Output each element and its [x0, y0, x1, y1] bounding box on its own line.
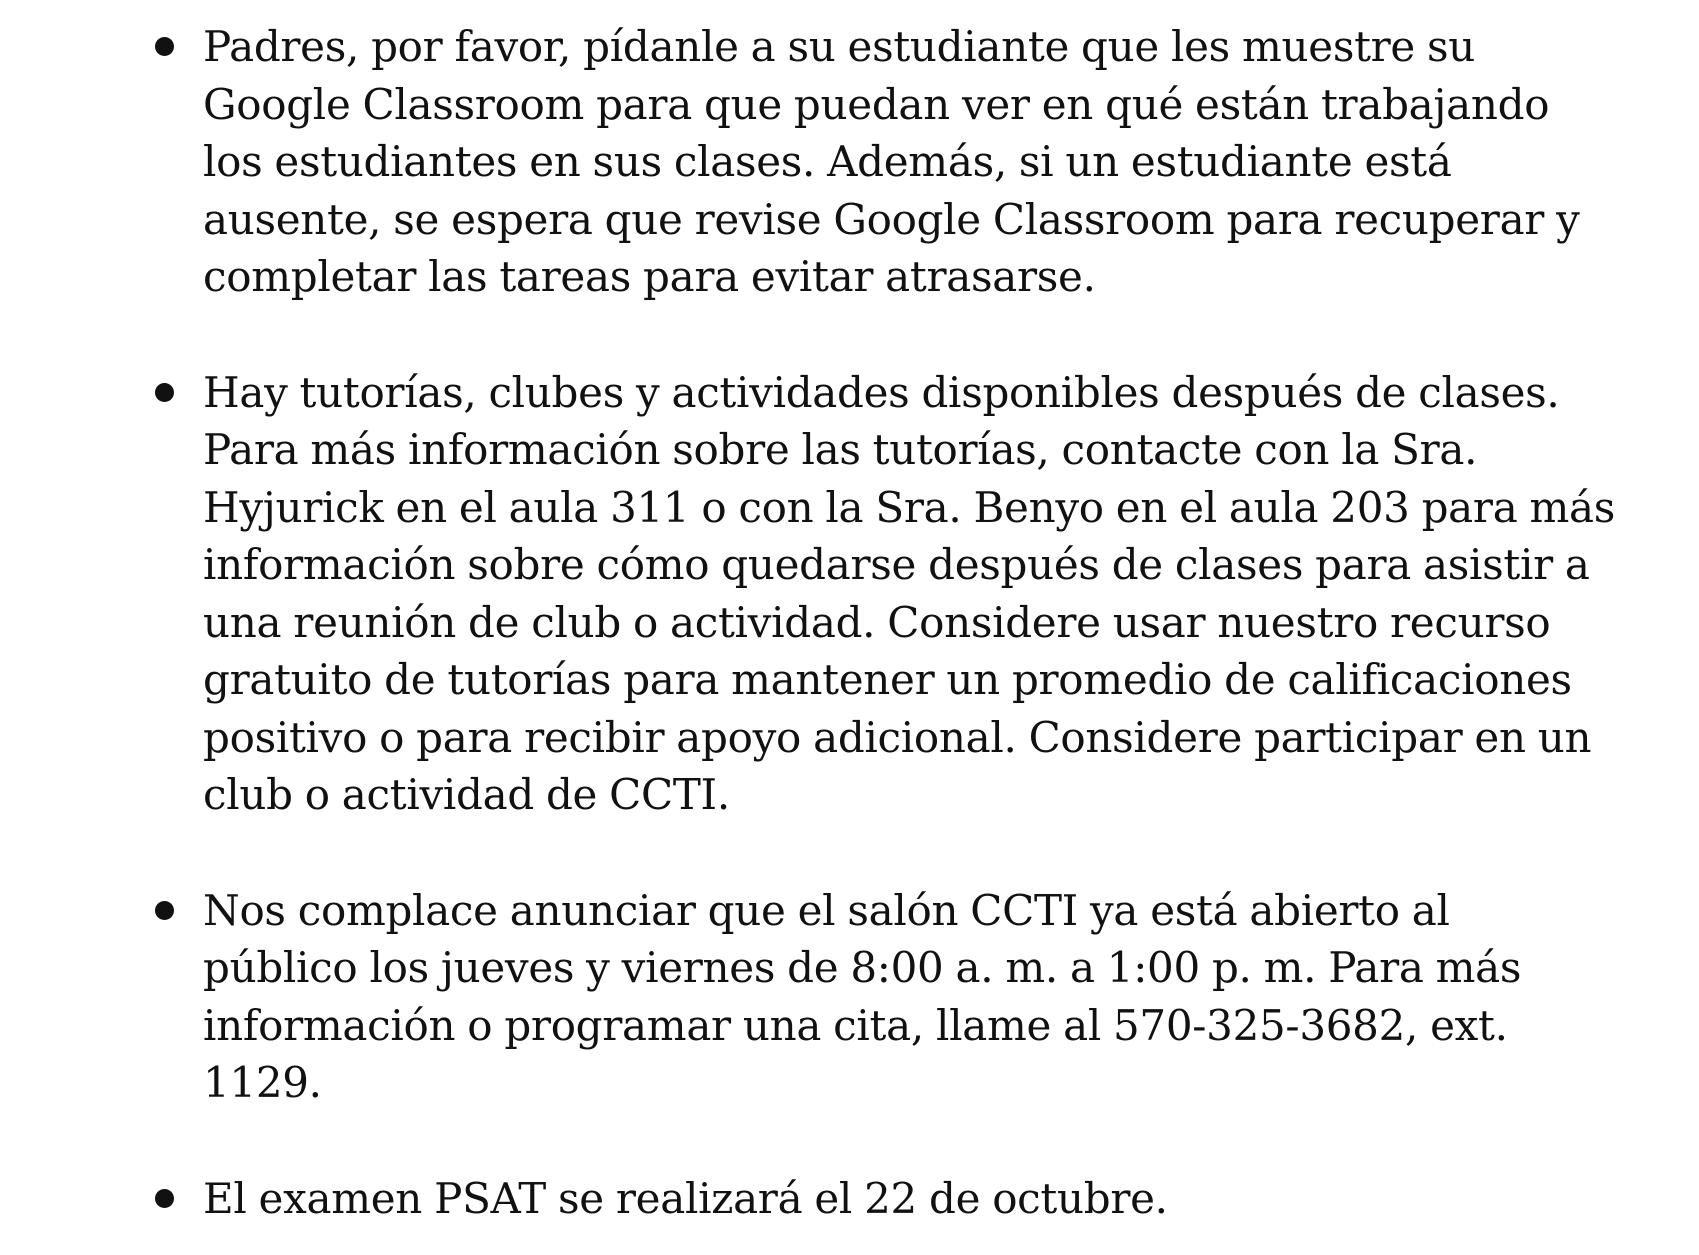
list-item [155, 1170, 1615, 1228]
list-item [155, 882, 1615, 1112]
list-item [155, 364, 1615, 824]
bullet-icon [155, 383, 174, 402]
list-item [155, 18, 1615, 306]
announcement-psat-text: El examen PSAT se realizará el 22 de octubre. [203, 1173, 1168, 1223]
bullet-icon [155, 1189, 174, 1208]
bullet-icon [155, 37, 174, 56]
announcement-list [155, 18, 1615, 1227]
announcement-classroom-text: Padres, por favor, pídanle a su estudiante que les muestre su Google Classroom para que puedan ver en qué están trabajando los estudiantes en sus clases. Además, si un estudiante está ausente, se espera que revise Google Classroom para recuperar y completar las tareas para evitar atrasarse. [203, 22, 1580, 301]
bullet-icon [155, 901, 174, 920]
announcement-tutoring-text: Hay tutorías, clubes y actividades disponibles después de clases. Para más información sobre las tutorías, contacte con la Sra. Hyjurick en el aula 311 o con la Sra. Benyo en el aula 203 para más información sobre cómo quedarse después de clases para asistir a una reunión de club o actividad. Considere usar nuestro recurso gratuito de tutorías para mantener un promedio de calificaciones positivo o para recibir apoyo adicional. Considere participar en un club o actividad de CCTI. [203, 367, 1616, 819]
announcement-salon-text: Nos complace anunciar que el salón CCTI ya está abierto al público los jueves y viernes de 8:00 a. m. a 1:00 p. m. Para más información o programar una cita, llame al 570-325-3682, ext. 1129. [203, 885, 1522, 1107]
